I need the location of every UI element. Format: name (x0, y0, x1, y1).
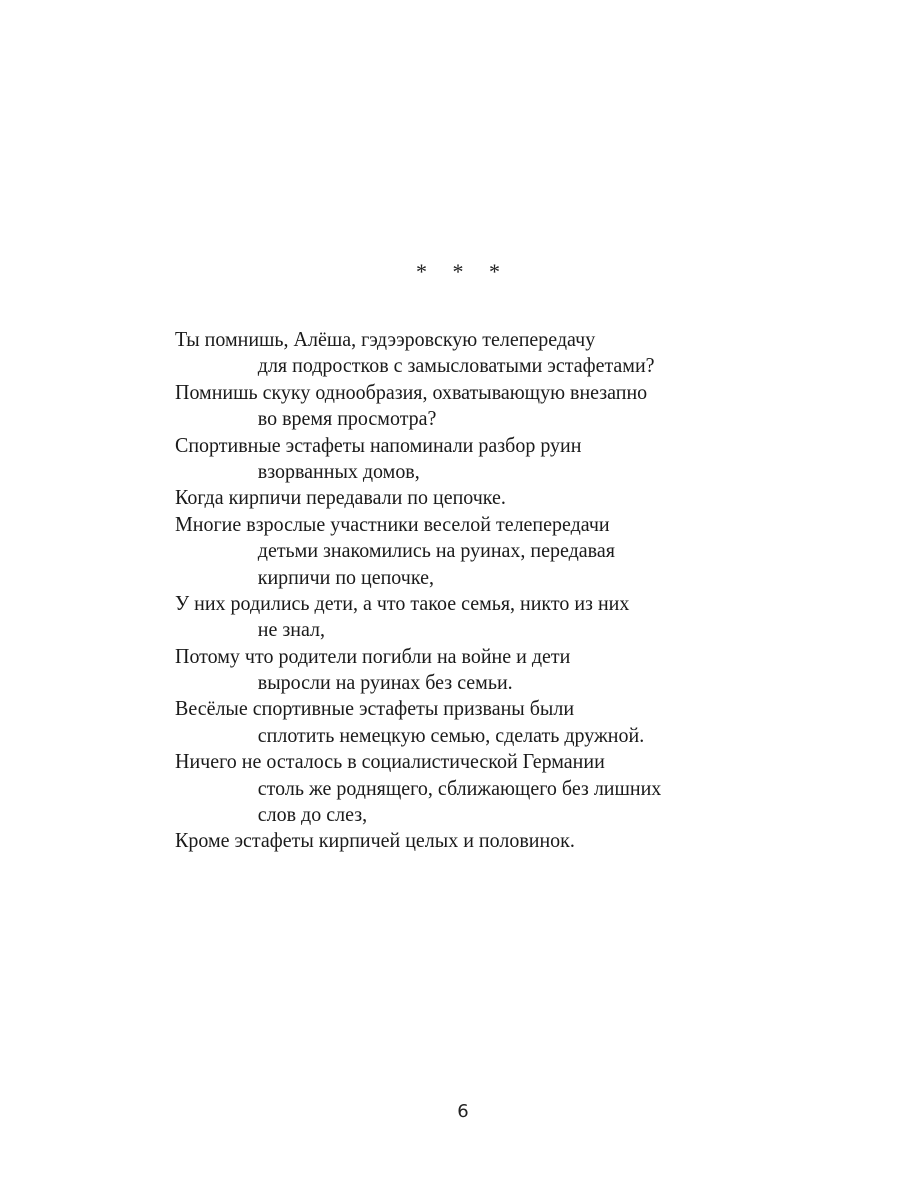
poem-line-continuation: сплотить немецкую семью, сделать дружной. (257, 722, 645, 747)
poem-line-continuation: кирпичи по цепочке, (257, 564, 434, 589)
poem-line-continuation: детьми знакомились на руинах, передавая (257, 538, 615, 563)
poem-line-continuation: во время просмотра? (257, 406, 437, 431)
poem-line: Многие взрослые участники веселой телепередачи (175, 511, 610, 536)
poem (175, 326, 815, 854)
poem-line: Помнишь скуку однообразия, охватывающую внезапно (175, 379, 648, 404)
poem-line: Весёлые спортивные эстафеты призваны были (175, 696, 575, 721)
poem-line-continuation: не знал, (257, 617, 325, 642)
poem-line-continuation: для подростков с замысловатыми эстафетами? (257, 353, 655, 378)
section-separator: * * * (416, 259, 510, 284)
poem-line: Потому что родители погибли на войне и дети (175, 643, 571, 668)
poem-line: Спортивные эстафеты напоминали разбор руин (175, 432, 582, 457)
poem-line: Кроме эстафеты кирпичей целых и половинок. (175, 828, 575, 853)
poem-line-continuation: столь же роднящего, сближающего без лишних (257, 775, 662, 800)
poem-line: У них родились дети, а что такое семья, никто из них (175, 590, 630, 615)
poem-line-continuation: взорванных домов, (257, 458, 420, 483)
poem-line: Когда кирпичи передавали по цепочке. (175, 485, 506, 510)
page-number: 6 (457, 1101, 469, 1122)
poem-line-continuation: выросли на руинах без семьи. (257, 670, 513, 695)
poem-line-continuation: слов до слез, (257, 802, 368, 827)
poem-line: Ты помнишь, Алёша, гэдээровскую телепередачу (175, 327, 596, 351)
poem-line: Ничего не осталось в социалистической Германии (175, 749, 605, 774)
